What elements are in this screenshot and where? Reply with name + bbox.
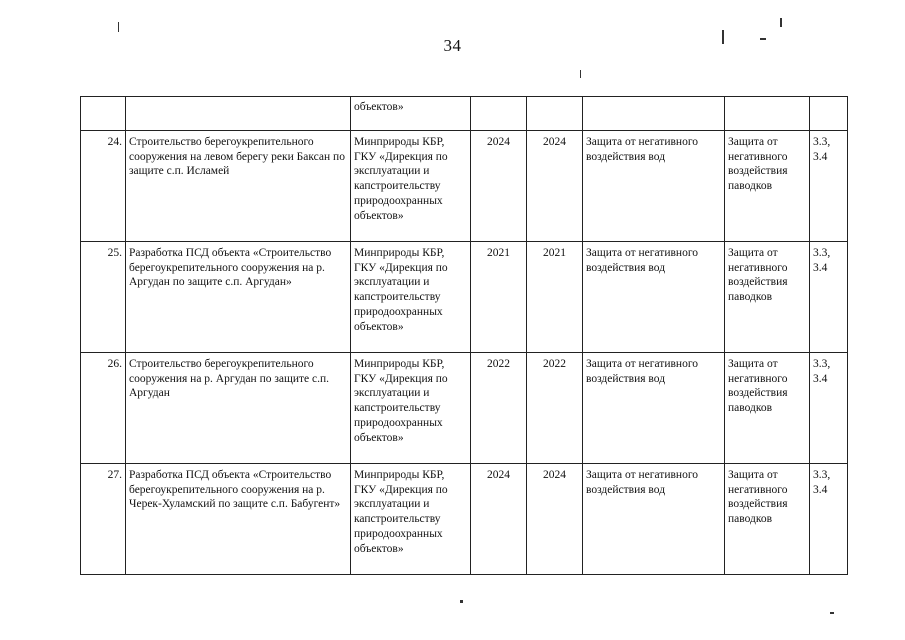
- goal: Защита от негативного воздействия вод: [583, 464, 725, 575]
- row-number: 24.: [81, 131, 126, 242]
- scan-speck: [780, 18, 782, 27]
- table-row: [81, 464, 848, 575]
- expected-result: Защита от негативного воздействия паводков: [725, 131, 810, 242]
- row-number: [81, 97, 126, 131]
- year-end: 2022: [527, 353, 583, 464]
- year-start: [471, 97, 527, 131]
- scan-speck: [722, 30, 724, 44]
- executor: Минприроды КБР, ГКУ «Дирекция по эксплуатации и капстроительству природоохранных объектов»: [351, 131, 471, 242]
- expected-result: [725, 97, 810, 131]
- measure-name: Разработка ПСД объекта «Строительство берегоукрепительного сооружения на р. Аргудан по защите с.п. Аргудан»: [126, 242, 351, 353]
- year-start: 2024: [471, 131, 527, 242]
- scan-speck: [760, 38, 766, 40]
- goal: Защита от негативного воздействия вод: [583, 242, 725, 353]
- measure-name: Строительство берегоукрепительного сооружения на левом берегу реки Баксан по защите с.п. Исламей: [126, 131, 351, 242]
- table-row-continuation: [81, 97, 848, 131]
- goal: Защита от негативного воздействия вод: [583, 353, 725, 464]
- row-number: 27.: [81, 464, 126, 575]
- scan-speck: [830, 612, 834, 614]
- executor: Минприроды КБР, ГКУ «Дирекция по эксплуатации и капстроительству природоохранных объектов»: [351, 464, 471, 575]
- year-end: 2024: [527, 464, 583, 575]
- executor: Минприроды КБР, ГКУ «Дирекция по эксплуатации и капстроительству природоохранных объектов»: [351, 242, 471, 353]
- table-row: [81, 131, 848, 242]
- year-end: 2021: [527, 242, 583, 353]
- indicators: 3.3, 3.4: [810, 131, 848, 242]
- row-number: 26.: [81, 353, 126, 464]
- goal: Защита от негативного воздействия вод: [583, 131, 725, 242]
- year-start: 2022: [471, 353, 527, 464]
- goal: [583, 97, 725, 131]
- table-row: [81, 353, 848, 464]
- scan-speck: [118, 22, 119, 32]
- year-start: 2024: [471, 464, 527, 575]
- measure-name: Строительство берегоукрепительного сооружения на р. Аргудан по защите с.п. Аргудан: [126, 353, 351, 464]
- indicators: 3.3, 3.4: [810, 353, 848, 464]
- year-end: 2024: [527, 131, 583, 242]
- expected-result: Защита от негативного воздействия паводков: [725, 353, 810, 464]
- expected-result: Защита от негативного воздействия паводков: [725, 464, 810, 575]
- year-start: 2021: [471, 242, 527, 353]
- indicators: 3.3, 3.4: [810, 242, 848, 353]
- indicators: [810, 97, 848, 131]
- year-end: [527, 97, 583, 131]
- executor: Минприроды КБР, ГКУ «Дирекция по эксплуатации и капстроительству природоохранных объектов»: [351, 353, 471, 464]
- measure-name: [126, 97, 351, 131]
- row-number: 25.: [81, 242, 126, 353]
- measure-name: Разработка ПСД объекта «Строительство берегоукрепительного сооружения на р. Черек-Хуламский по защите с.п. Бабугент»: [126, 464, 351, 575]
- executor: объектов»: [351, 97, 471, 131]
- program-table: [80, 96, 848, 575]
- indicators: 3.3, 3.4: [810, 464, 848, 575]
- scan-speck: [460, 600, 463, 603]
- page-number: 34: [443, 36, 462, 55]
- scan-speck: [580, 70, 581, 78]
- expected-result: Защита от негативного воздействия паводков: [725, 242, 810, 353]
- table-row: [81, 242, 848, 353]
